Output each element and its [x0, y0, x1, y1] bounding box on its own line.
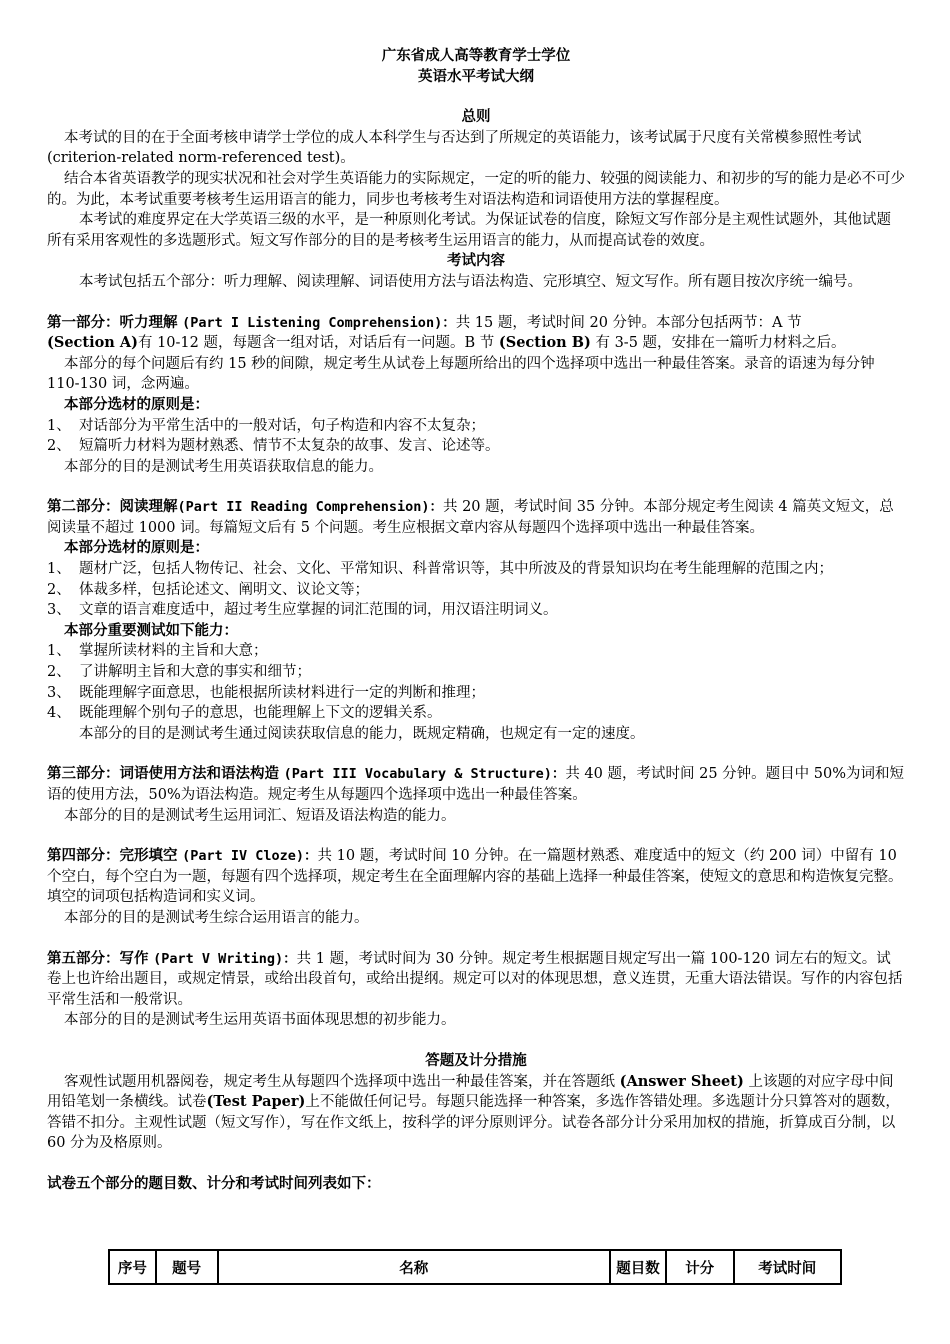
part2-english-title: (Part II Reading Comprehension)： — [177, 499, 443, 516]
part3-purpose: 本部分的目的是测试考生运用词汇、短语及语法构造的能力。 — [64, 807, 456, 824]
scoring-text-3: 上不能做任何记号。每题只能选择一种答案，多选作答错处理。多选题计分只算答对的题数，答错不扣分。主观性试题（短文写作），写在作文纸上，按科学的评分原则评分。试卷各部分计分采用加权的措施，折算成百分制，以 60 分为及格原则。 — [47, 1094, 900, 1152]
part2-principle-heading: 本部分选材的原则是： — [64, 539, 209, 557]
list-number: 3、 — [47, 602, 71, 619]
document-page — [47, 46, 905, 1195]
scoring-paragraph — [47, 1072, 905, 1154]
part4-english-title: (Part IV Cloze)： — [182, 848, 318, 865]
table-caption: 试卷五个部分的题目数、计分和考试时间列表如下： — [47, 1174, 381, 1192]
part2-purpose: 本部分的目的是测试考生通过阅读获取信息的能力，既规定精确，也规定有一定的速度。 — [79, 725, 645, 742]
part3-text-1: 共 40 题，考试时间 25 分钟。题目中 50%为词和短语的使用方法，50%为语法构造。规定考生从每题四个选择项中选出一种最佳答案。 — [47, 766, 905, 803]
spacer — [47, 744, 905, 764]
list-number: 2、 — [47, 581, 71, 598]
list-number: 4、 — [47, 705, 71, 722]
part5-english-title: (Part V Writing)： — [153, 950, 297, 967]
content-heading: 考试内容 — [447, 252, 505, 270]
part2-label: 第二部分：阅读理解 — [47, 498, 178, 516]
spacer — [47, 293, 905, 313]
list-item — [47, 641, 905, 662]
spacer — [47, 477, 905, 497]
list-text: 题材广泛，包括人物传记、社会、文化、平常知识、科普常识等，其中所波及的背景知识均在考生能理解的范围之内； — [79, 561, 833, 578]
content-paragraph: 本考试包括五个部分：听力理解、阅读理解、词语使用方法与语法构造、完形填空、短文写作。所有题目按次序统一编号。 — [79, 273, 862, 290]
list-text: 了讲解明主旨和大意的事实和细节； — [79, 664, 311, 681]
part1-purpose: 本部分的目的是测试考生用英语获取信息的能力。 — [64, 458, 383, 475]
part2-intro — [47, 497, 905, 538]
list-text: 体裁多样，包括论述文、阐明文、议论文等； — [79, 581, 369, 598]
list-item — [47, 416, 905, 437]
scoring-heading: 答题及计分措施 — [425, 1051, 527, 1069]
part4-label: 第四部分：完形填空 — [47, 847, 178, 865]
list-item — [47, 559, 905, 580]
part5-intro — [47, 949, 905, 1011]
scoring-text-2: 上该题的对应字母中间用铅笔划一条横线。试卷 — [47, 1073, 894, 1111]
column-header: 名称 — [218, 1250, 611, 1284]
part4-text-1: 共 10 题，考试时间 10 分钟。在一篇题材熟悉、难度适中的短文（约 200 词）中留有 10 个空白，每个空白为一题，每题有四个选择项，规定考生在全面理解内容的基础上选择一种最佳答案，使短文的意思和构造恢复完整。填空的词项包括构造词和实义词。 — [47, 848, 903, 906]
part1-text-3: 有 3-5 题，安排在一篇听力材料之后。 — [595, 335, 846, 352]
part2-ability-heading: 本部分重要测试如下能力： — [64, 621, 238, 639]
general-heading: 总则 — [461, 108, 491, 126]
list-item — [47, 683, 905, 704]
list-text: 短篇听力材料为题材熟悉、情节不太复杂的故事、发言、论述等。 — [79, 438, 500, 455]
list-text: 既能理解个别句子的意思，也能理解上下文的逻辑关系。 — [79, 705, 442, 722]
list-item — [47, 662, 905, 683]
list-item — [47, 436, 905, 457]
part4-purpose: 本部分的目的是测试考生综合运用语言的能力。 — [64, 909, 369, 926]
part5-text-1: 共 1 题，考试时间为 30 分钟。规定考生根据题目规定写出一篇 100-120 词左右的短文。试卷上也许给出题目，或规定情景，或给出段首句，或给出提纲。规定可以对的体现思想，意义连贯，无重大语法错误。写作的内容包括平常生活和一般常识。 — [47, 950, 903, 1008]
list-number: 1、 — [47, 561, 71, 578]
general-paragraph-1: 本考试的目的在于全面考核申请学士学位的成人本科学生与否达到了所规定的英语能力，该考试属于尺度有关常模参照性考试(criterion-related norm-referenced test)。 — [47, 129, 862, 167]
answer-sheet-term: (Answer Sheet) — [619, 1072, 744, 1090]
list-number: 2、 — [47, 438, 71, 455]
part1-text-1: 共 15 题，考试时间 20 分钟。本部分包括两节：A 节 — [455, 314, 802, 331]
column-header: 题号 — [156, 1250, 218, 1284]
list-item — [47, 580, 905, 601]
list-text: 既能理解字面意思，也能根据所读材料进行一定的判断和推理； — [79, 684, 485, 701]
part5-purpose: 本部分的目的是测试考生运用英语书面体现思想的初步能力。 — [64, 1012, 456, 1029]
general-paragraph-3: 本考试的难度界定在大学英语三级的水平，是一种原则化考试。为保证试卷的信度，除短文写作部分是主观性试题外，其他试题所有采用客观性的多选题形式。短文写作部分的目的是考核考生运用语言的能力，从而提高试卷的效度。 — [47, 212, 891, 249]
list-item — [47, 703, 905, 724]
scoring-text-1: 客观性试题用机器阅卷，规定考生从每题四个选择项中选出一种最佳答案，并在答题纸 — [64, 1073, 620, 1090]
list-number: 3、 — [47, 684, 71, 701]
part3-english-title: (Part III Vocabulary & Structure)： — [283, 766, 566, 783]
column-header: 序号 — [109, 1250, 156, 1284]
spacer — [47, 826, 905, 846]
column-header: 计分 — [666, 1250, 734, 1284]
column-header: 考试时间 — [734, 1250, 841, 1284]
part1-intro — [47, 313, 905, 354]
exam-structure-table — [108, 1249, 842, 1285]
list-item — [47, 600, 905, 621]
part1-section-a: (Section A) — [47, 334, 138, 352]
list-text: 掌握所读材料的主旨和大意； — [79, 643, 268, 660]
part3-intro — [47, 764, 905, 805]
spacer — [47, 929, 905, 949]
title-line-1: 广东省成人高等教育学士学位 — [381, 47, 571, 64]
list-number: 2、 — [47, 664, 71, 681]
column-header: 题目数 — [610, 1250, 666, 1284]
part2-text-1: 共 20 题，考试时间 35 分钟。本部分规定考生阅读 4 篇英文短文，总阅读量不超过 1000 词。每篇短文后有 5 个问题。考生应根据文章内容从每题四个选择项中选出一种最佳答案。 — [47, 499, 894, 536]
general-paragraph-2: 结合本省英语教学的现实状况和社会对学生英语能力的实际规定，一定的听的能力、较强的阅读能力、和初步的写的能力是必不可少的。为此，本考试重要考核考生运用语言的能力，同步也考核考生对语法构造和词语使用方法的掌握程度。 — [47, 170, 905, 208]
part1-label: 第一部分：听力理解 — [47, 313, 178, 331]
part1-principle-heading: 本部分选材的原则是： — [64, 395, 209, 413]
part4-intro — [47, 846, 905, 908]
spacer — [47, 87, 905, 107]
part1-text-2: 有 10-12 题，每题含一组对话，对话后有一问题。B 节 — [137, 335, 495, 352]
part5-label: 第五部分：写作 — [47, 949, 149, 967]
part1-paragraph-2: 本部分的每个问题后有约 15 秒的间隙，规定考生从试卷上每题所给出的四个选择项中选出一种最佳答案。录音的语速为每分钟 110-130 词，念两遍。 — [47, 355, 875, 393]
table-header-row — [109, 1250, 841, 1284]
title-line-2: 英语水平考试大纲 — [418, 67, 534, 85]
list-number: 1、 — [47, 643, 71, 660]
spacer — [47, 1154, 905, 1174]
part1-section-b: (Section B) — [498, 334, 591, 352]
list-number: 1、 — [47, 417, 71, 434]
part3-label: 第三部分：词语使用方法和语法构造 — [47, 765, 279, 783]
test-paper-term: (Test Paper) — [206, 1093, 306, 1111]
spacer — [47, 1031, 905, 1051]
list-text: 文章的语言难度适中，超过考生应掌握的词汇范围的词，用汉语注明词义。 — [79, 602, 558, 619]
list-text: 对话部分为平常生活中的一般对话，句子构造和内容不太复杂； — [79, 417, 485, 434]
part1-english-title: (Part I Listening Comprehension)： — [182, 314, 456, 331]
